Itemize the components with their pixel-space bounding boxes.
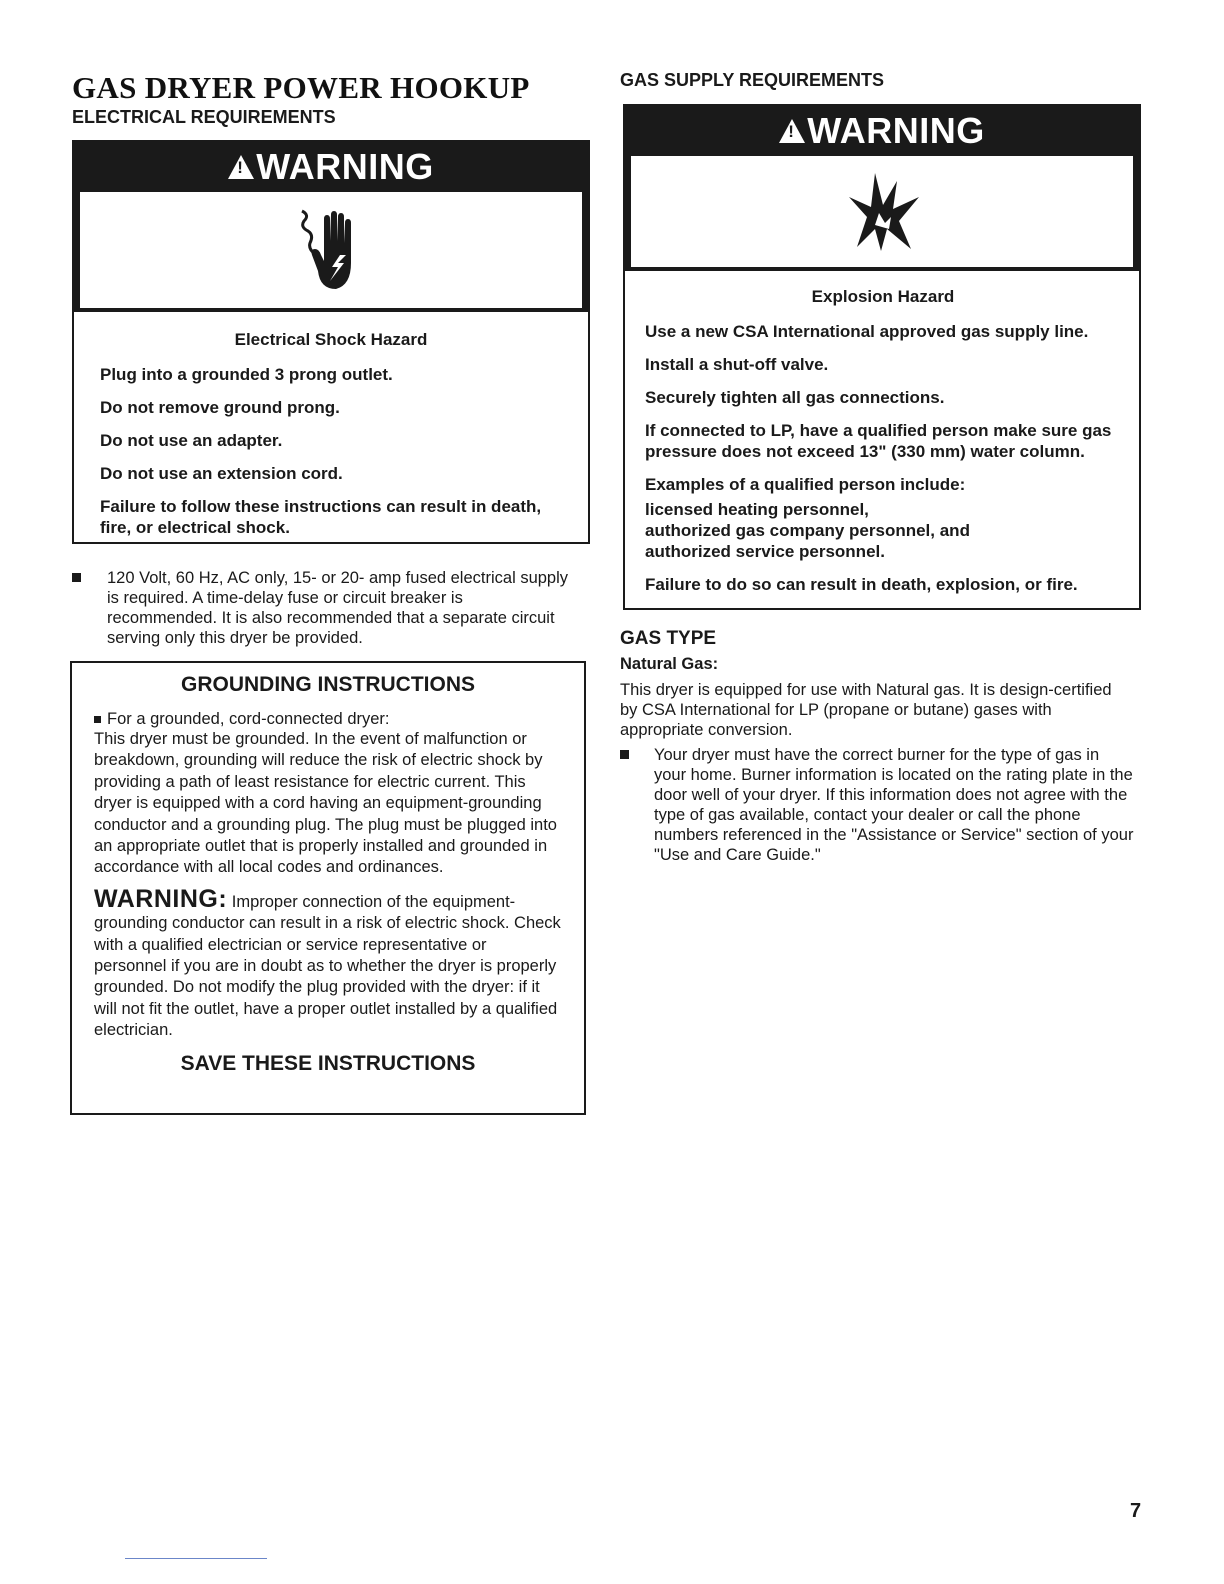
hazard-title: Explosion Hazard bbox=[811, 287, 955, 306]
power-supply-text: 120 Volt, 60 Hz, AC only, 15- or 20- amp fused electrical supply is required. A time-delay fuse or circuit breaker is recommended. It is also recommended that a separate circuit serving only this dryer be provided. bbox=[107, 569, 569, 647]
warning-line: Examples of a qualified person include: bbox=[645, 475, 966, 494]
gas-supply-heading: GAS SUPPLY REQUIREMENTS bbox=[620, 70, 885, 90]
grounding-bullet bbox=[94, 709, 562, 729]
warning-line: Failure to follow these instructions can result in death, fire, or electrical shock. bbox=[100, 497, 542, 537]
warning-line: Securely tighten all gas connections. bbox=[645, 388, 945, 407]
warning-header-label: WARNING bbox=[807, 110, 985, 151]
warning-line: If connected to LP, have a qualified person make sure gas pressure does not exceed 13" (330 mm) water column. bbox=[645, 421, 1112, 461]
bullet-marker bbox=[620, 750, 629, 759]
warning-line: Plug into a grounded 3 prong outlet. bbox=[100, 365, 393, 384]
warning-line: Do not remove ground prong. bbox=[100, 398, 340, 417]
grounding-bullet-text: For a grounded, cord-connected dryer: bbox=[107, 710, 390, 728]
warning-line: Do not use an adapter. bbox=[100, 431, 283, 450]
warning-label: WARNING: bbox=[94, 884, 228, 913]
warning-text: Improper connection of the equipment-grounding conductor can result in a risk of electric shock. Check with a qualified electrician or service representative or personnel if you are in doubt as to whether the dryer is properly grounded. Do not modify the plug provided with the dryer: if it will not fit the outlet, have a proper outlet installed by a qualified electrician. bbox=[94, 892, 561, 1040]
qualified-person: authorized gas company personnel, and bbox=[645, 521, 970, 540]
warning-triangle-icon bbox=[779, 119, 805, 143]
footer-rule bbox=[125, 1558, 267, 1559]
grounding-warning bbox=[94, 884, 562, 1042]
warning-triangle-icon bbox=[228, 155, 254, 179]
gas-warning-box bbox=[623, 104, 1141, 610]
burner-bullet bbox=[620, 745, 1135, 865]
warning-line: Use a new CSA International approved gas supply line. bbox=[645, 322, 1089, 341]
electric-shock-hand-icon bbox=[74, 192, 588, 312]
warning-line: Do not use an extension cord. bbox=[100, 464, 343, 483]
grounding-instructions-box bbox=[70, 661, 586, 1115]
qualified-person: authorized service personnel. bbox=[645, 542, 885, 561]
electrical-warning-box bbox=[72, 140, 590, 544]
grounding-title: GROUNDING INSTRUCTIONS bbox=[181, 673, 475, 696]
warning-header bbox=[625, 106, 1139, 156]
hazard-title: Electrical Shock Hazard bbox=[234, 330, 428, 349]
explosion-icon bbox=[625, 156, 1139, 271]
natural-gas-subheading: Natural Gas: bbox=[620, 655, 719, 673]
burner-text: Your dryer must have the correct burner for the type of gas in your home. Burner information is located on the rating plate in the door well of your dryer. If this information does not agree with the type of gas available, contact your dealer or call the phone numbers referenced in the "Assistance or Service" section of your "Use and Care Guide." bbox=[654, 746, 1134, 864]
bullet-marker bbox=[94, 716, 101, 723]
warning-line: Install a shut-off valve. bbox=[645, 355, 829, 374]
electrical-requirements-heading: ELECTRICAL REQUIREMENTS bbox=[72, 107, 336, 127]
save-instructions: SAVE THESE INSTRUCTIONS bbox=[180, 1051, 476, 1075]
warning-header-label: WARNING bbox=[256, 146, 434, 187]
warning-final-line: Failure to do so can result in death, explosion, or fire. bbox=[645, 575, 1078, 594]
warning-header bbox=[74, 142, 588, 192]
bullet-marker bbox=[72, 573, 81, 582]
page-number: 7 bbox=[1130, 1500, 1142, 1522]
gas-type-heading: GAS TYPE bbox=[620, 628, 717, 649]
page-title: GAS DRYER POWER HOOKUP bbox=[72, 70, 530, 105]
natural-gas-paragraph: This dryer is equipped for use with Natural gas. It is design-certified by CSA International for LP (propane or butane) gases with appropriate conversion. bbox=[620, 681, 1112, 739]
grounding-paragraph: This dryer must be grounded. In the event of malfunction or breakdown, grounding will reduce the risk of electric shock by providing a path of least resistance for electric current. This dryer is equipped with a cord having an equipment-grounding conductor and a grounding plug. The plug must be plugged into an appropriate outlet that is properly installed and grounded in accordance with all local codes and ordinances. bbox=[94, 730, 557, 877]
power-supply-bullet bbox=[72, 568, 572, 648]
qualified-person: licensed heating personnel, bbox=[645, 500, 869, 519]
